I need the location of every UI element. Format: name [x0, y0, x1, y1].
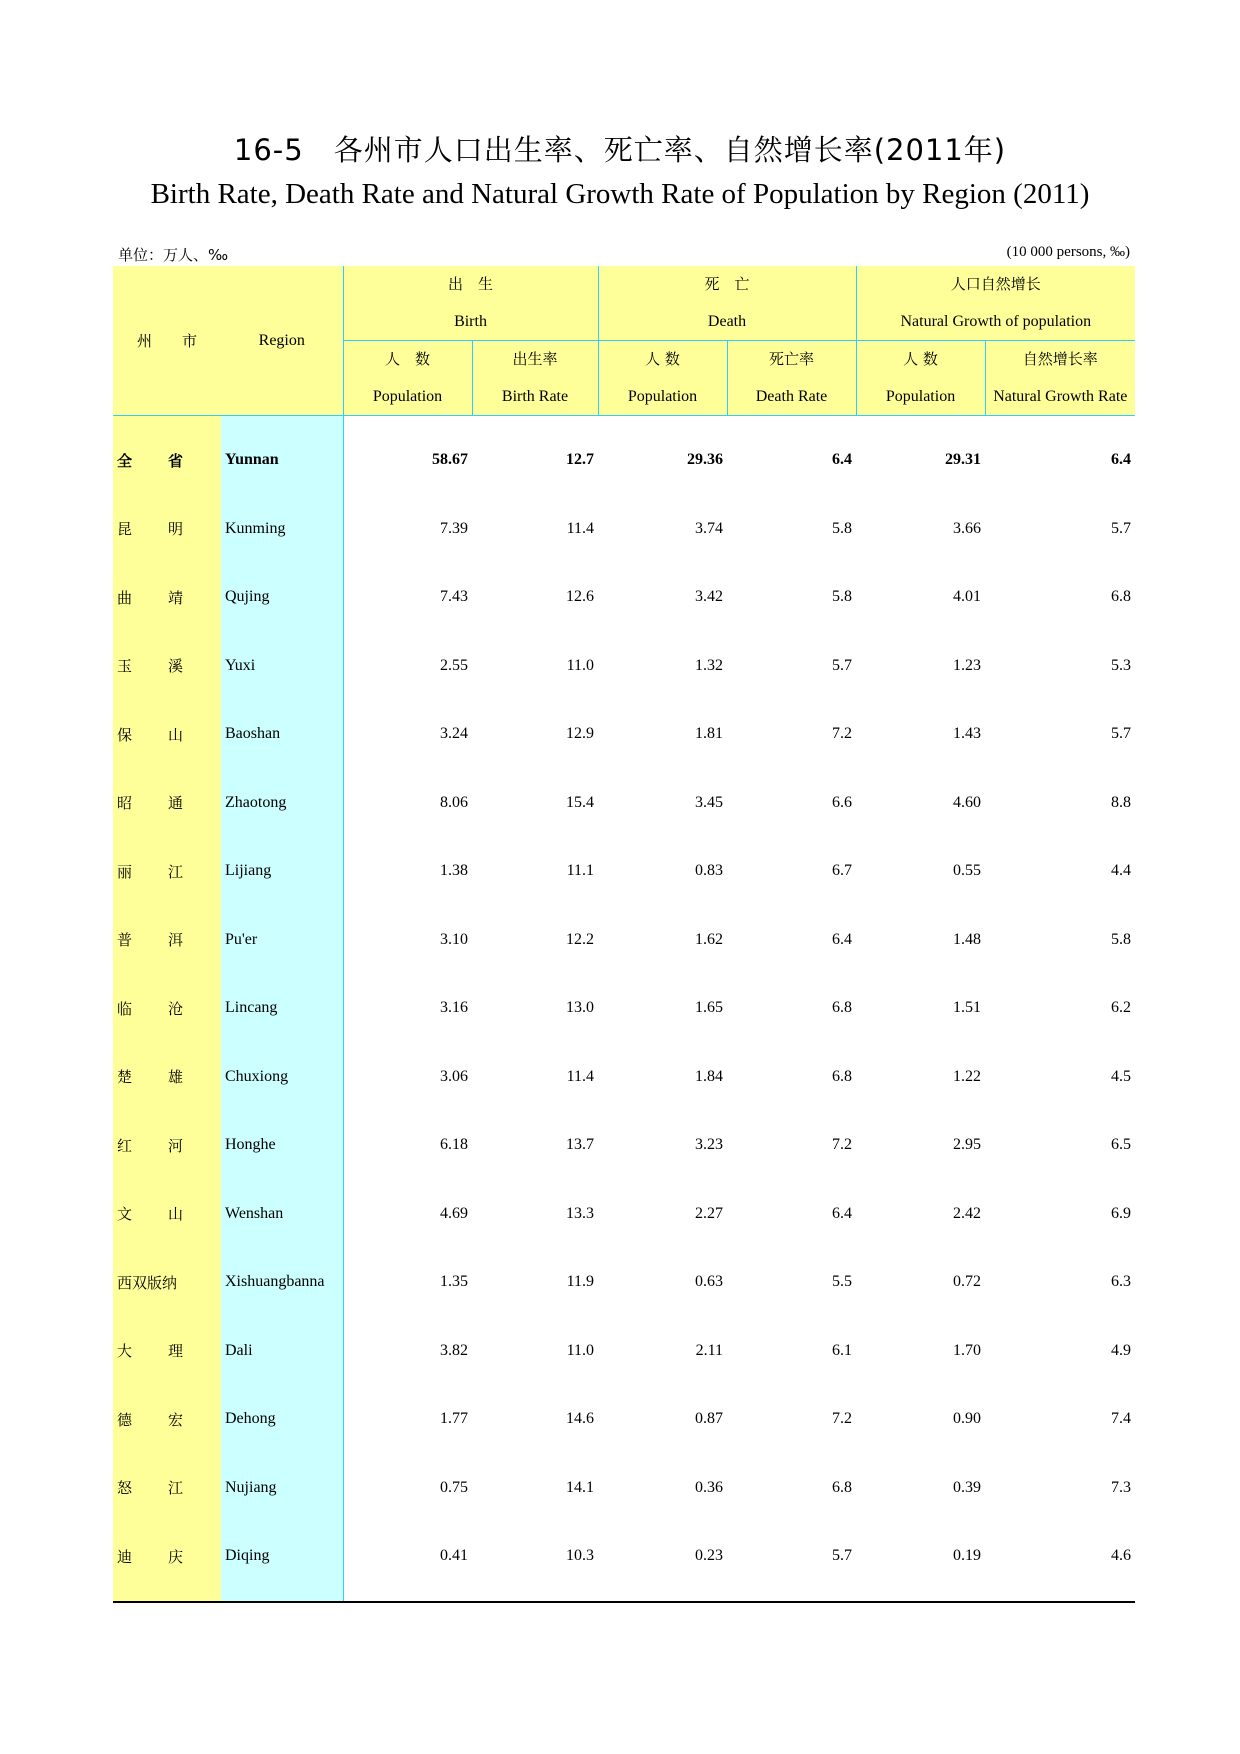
death-population-cell: 2.11: [695, 1341, 724, 1359]
unit-label-en: (10 000 persons, ‰): [1006, 244, 1130, 260]
statistics-table: [113, 266, 1135, 1603]
growth-population-cell: 29.31: [945, 451, 982, 469]
birth-population-cell: 6.18: [343, 1111, 472, 1180]
region-name-cn: [113, 837, 221, 906]
birth-population-cell: 1.35: [343, 1248, 472, 1317]
death-population-cell: 0.63: [695, 1273, 724, 1291]
header-death-rate-en: Death Rate: [755, 388, 828, 405]
region-name-cn: [113, 1522, 221, 1602]
region-name-en: Lijiang: [221, 837, 343, 906]
header-death-population-en: Population: [627, 388, 698, 405]
death-population-cell: 3.42: [695, 588, 724, 606]
birth-rate-cell: 15.4: [566, 793, 595, 811]
region-name-en: Pu'er: [221, 906, 343, 975]
death-population-cell: 3.45: [695, 793, 724, 811]
region-name-cn-part: 全: [117, 451, 133, 470]
region-name-cn-part: 理: [167, 1342, 183, 1361]
birth-rate-cell: 11.9: [566, 1273, 595, 1291]
region-name-en: Lincang: [221, 974, 343, 1043]
birth-rate-cell: 12.7: [566, 451, 595, 469]
table-row: [113, 1111, 1135, 1180]
death-population-cell: 0.87: [695, 1410, 724, 1428]
table-row: [113, 1043, 1135, 1112]
header-birth-population: [343, 341, 472, 416]
region-name-cn: [113, 1111, 221, 1180]
growth-rate-cell: 6.9: [1111, 1204, 1132, 1222]
growth-population-cell: 2.42: [953, 1204, 982, 1222]
region-name-cn-part: 溪: [167, 657, 183, 676]
death-population-cell: 3.74: [695, 519, 724, 537]
header-death-rate-cn: 死亡率: [769, 350, 815, 368]
header-growth-en: Natural Growth of population: [900, 313, 1092, 330]
header-growth-population-cn: 人 数: [903, 350, 938, 368]
region-name-cn-part: 保: [117, 725, 133, 744]
table-row: [113, 906, 1135, 975]
growth-rate-cell: 5.7: [1111, 519, 1132, 537]
region-name-cn: [113, 1248, 221, 1317]
header-birth-cn: 出 生: [448, 275, 494, 293]
death-population-cell: 29.36: [687, 451, 724, 469]
header-growth-population: [856, 341, 985, 416]
region-name-cn-part: 省: [167, 451, 183, 470]
death-rate-cell: 5.7: [832, 656, 853, 674]
region-name-cn-part: 宏: [167, 1410, 183, 1429]
region-name-en: Chuxiong: [221, 1043, 343, 1112]
region-name-cn: [113, 416, 221, 495]
header-birth: [343, 266, 598, 341]
birth-rate-cell: 14.1: [566, 1478, 595, 1496]
growth-rate-cell: 4.9: [1111, 1341, 1132, 1359]
growth-population-cell: 0.39: [953, 1478, 982, 1496]
death-rate-cell: 5.5: [832, 1273, 853, 1291]
region-name-en: Zhaotong: [221, 769, 343, 838]
region-name-cn: [113, 495, 221, 564]
birth-rate-cell: 12.9: [566, 725, 595, 743]
growth-population-cell: 1.70: [953, 1341, 982, 1359]
region-name-en: Diqing: [221, 1522, 343, 1602]
growth-rate-cell: 7.3: [1111, 1478, 1132, 1496]
death-rate-cell: 6.4: [832, 1204, 853, 1222]
region-name-en: Dehong: [221, 1385, 343, 1454]
region-name-cn-part: 怒: [117, 1479, 133, 1498]
region-name-cn-part: 沧: [167, 999, 183, 1018]
region-name-cn: [113, 906, 221, 975]
table-row: [113, 632, 1135, 701]
region-name-cn-part: 明: [167, 520, 183, 539]
birth-population-cell: 3.10: [343, 906, 472, 975]
death-rate-cell: 6.6: [832, 793, 853, 811]
region-name-cn-part: 普: [117, 931, 133, 950]
table-row: [113, 974, 1135, 1043]
region-name-cn-part: 山: [167, 725, 183, 744]
region-name-cn-part: 丽: [117, 862, 133, 881]
table-row: [113, 1522, 1135, 1602]
header-death-population-cn: 人 数: [645, 350, 680, 368]
birth-population-cell: 7.43: [343, 563, 472, 632]
header-growth-population-en: Population: [885, 388, 956, 405]
region-name-cn-part: 曲: [117, 588, 133, 607]
birth-population-cell: 1.38: [343, 837, 472, 906]
growth-population-cell: 0.72: [953, 1273, 982, 1291]
region-name-cn-part: 昭: [117, 794, 133, 813]
growth-rate-cell: 6.5: [1111, 1136, 1132, 1154]
birth-rate-cell: 11.1: [566, 862, 595, 880]
header-growth-cn: 人口自然增长: [950, 275, 1041, 293]
table-row: [113, 1248, 1135, 1317]
birth-rate-cell: 14.6: [566, 1410, 595, 1428]
table-row: [113, 1454, 1135, 1523]
region-name-cn-part: 昆: [117, 520, 133, 539]
death-rate-cell: 6.8: [832, 1478, 853, 1496]
birth-rate-cell: 12.6: [566, 588, 595, 606]
birth-population-cell: 3.06: [343, 1043, 472, 1112]
birth-population-cell: 58.67: [343, 416, 472, 495]
region-name-cn-part: 庆: [167, 1547, 183, 1566]
header-death-population: [598, 341, 727, 416]
region-name-cn-part: 西双版纳: [117, 1273, 178, 1292]
header-birth-rate-en: Birth Rate: [501, 388, 569, 405]
region-name-cn-part: 楚: [117, 1068, 133, 1087]
region-name-cn-part: 江: [167, 862, 183, 881]
region-name-cn: [113, 1317, 221, 1386]
growth-rate-cell: 6.4: [1111, 451, 1132, 469]
region-name-en: Xishuangbanna: [221, 1248, 343, 1317]
death-rate-cell: 6.1: [832, 1341, 853, 1359]
region-name-cn: [113, 700, 221, 769]
growth-population-cell: 0.55: [953, 862, 982, 880]
region-name-cn-part: 文: [117, 1205, 133, 1224]
growth-rate-cell: 5.3: [1111, 656, 1132, 674]
region-name-cn-part: 洱: [167, 931, 183, 950]
header-birth-population-en: Population: [372, 388, 443, 405]
birth-rate-cell: 10.3: [472, 1522, 598, 1602]
growth-rate-cell: 6.3: [1111, 1273, 1132, 1291]
region-name-cn: [113, 563, 221, 632]
death-population-cell: 1.32: [695, 656, 724, 674]
death-population-cell: 0.83: [695, 862, 724, 880]
region-name-cn-part: 迪: [117, 1547, 133, 1566]
region-name-cn: [113, 1043, 221, 1112]
header-region-en: Region: [221, 266, 343, 416]
growth-population-cell: 4.01: [953, 588, 982, 606]
death-rate-cell: 7.2: [832, 725, 853, 743]
birth-population-cell: 3.16: [343, 974, 472, 1043]
region-name-cn-part: 红: [117, 1136, 133, 1155]
birth-rate-cell: 13.0: [566, 999, 595, 1017]
growth-population-cell: 4.60: [953, 793, 982, 811]
growth-population-cell: 1.51: [953, 999, 982, 1017]
death-population-cell: 1.62: [695, 930, 724, 948]
header-birth-population-cn: 人 数: [384, 350, 430, 368]
header-death-rate: [727, 341, 856, 416]
growth-population-cell: 1.22: [953, 1067, 982, 1085]
region-name-cn: [113, 974, 221, 1043]
header-birth-rate: [472, 341, 598, 416]
growth-population-cell: 3.66: [953, 519, 982, 537]
region-name-cn: [113, 632, 221, 701]
table-row: [113, 495, 1135, 564]
birth-rate-cell: 11.4: [566, 1067, 595, 1085]
table-row: [113, 1385, 1135, 1454]
growth-rate-cell: 4.5: [1111, 1067, 1132, 1085]
growth-population-cell: 2.95: [953, 1136, 982, 1154]
death-rate-cell: 6.4: [832, 451, 853, 469]
header-birth-en: Birth: [454, 313, 487, 330]
table-row: [113, 563, 1135, 632]
growth-population-cell: 0.90: [953, 1410, 982, 1428]
birth-rate-cell: 12.2: [566, 930, 595, 948]
death-rate-cell: 6.8: [832, 1067, 853, 1085]
header-death: [598, 266, 856, 341]
header-death-en: Death: [707, 313, 747, 330]
death-population-cell: 0.23: [598, 1522, 727, 1602]
birth-population-cell: 1.77: [343, 1385, 472, 1454]
region-name-en: Qujing: [221, 563, 343, 632]
region-name-cn-part: 江: [167, 1479, 183, 1498]
page-title-en: Birth Rate, Death Rate and Natural Growth Rate of Population by Region (2011): [150, 178, 1090, 210]
death-rate-cell: 5.8: [832, 588, 853, 606]
birth-rate-cell: 11.0: [566, 656, 595, 674]
region-name-en: Honghe: [221, 1111, 343, 1180]
region-name-cn-part: 山: [167, 1205, 183, 1224]
birth-population-cell: 2.55: [343, 632, 472, 701]
birth-population-cell: 0.75: [343, 1454, 472, 1523]
region-name-cn-part: 临: [117, 999, 133, 1018]
region-name-cn-part: 大: [117, 1342, 133, 1361]
region-name-cn-part: 玉: [117, 657, 133, 676]
growth-rate-cell: 8.8: [1111, 793, 1132, 811]
death-rate-cell: 5.8: [832, 519, 853, 537]
growth-rate-cell: 4.4: [1111, 862, 1132, 880]
growth-rate-cell: 5.8: [1111, 930, 1132, 948]
growth-rate-cell: 7.4: [1111, 1410, 1132, 1428]
header-death-cn: 死 亡: [704, 275, 750, 293]
table-row: [113, 769, 1135, 838]
header-birth-rate-cn: 出生率: [512, 350, 558, 368]
death-population-cell: 1.65: [695, 999, 724, 1017]
growth-population-cell: 1.43: [953, 725, 982, 743]
region-name-cn-part: 德: [117, 1410, 133, 1429]
region-name-cn-part: 河: [167, 1136, 183, 1155]
death-rate-cell: 7.2: [832, 1410, 853, 1428]
region-name-en: Yunnan: [221, 416, 343, 495]
death-population-cell: 1.81: [695, 725, 724, 743]
page-title-cn: 16-5 各州市人口出生率、死亡率、自然增长率(2011年): [233, 133, 1007, 167]
birth-rate-cell: 11.4: [566, 519, 595, 537]
header-region-cn: 州 市: [113, 266, 221, 416]
region-name-en: Yuxi: [221, 632, 343, 701]
birth-population-cell: 8.06: [343, 769, 472, 838]
death-population-cell: 2.27: [695, 1204, 724, 1222]
region-name-cn-part: 雄: [167, 1068, 183, 1087]
birth-rate-cell: 13.7: [566, 1136, 595, 1154]
death-rate-cell: 6.7: [832, 862, 853, 880]
death-rate-cell: 7.2: [832, 1136, 853, 1154]
growth-population-cell: 0.19: [856, 1522, 985, 1602]
region-name-en: Nujiang: [221, 1454, 343, 1523]
death-population-cell: 3.23: [695, 1136, 724, 1154]
table-row: [113, 1180, 1135, 1249]
death-population-cell: 1.84: [695, 1067, 724, 1085]
region-name-en: Kunming: [221, 495, 343, 564]
growth-rate-cell: 6.2: [1111, 999, 1132, 1017]
growth-rate-cell: 6.8: [1111, 588, 1132, 606]
table-row-total: [113, 416, 1135, 495]
death-population-cell: 0.36: [695, 1478, 724, 1496]
growth-population-cell: 1.48: [953, 930, 982, 948]
birth-population-cell: 0.41: [343, 1522, 472, 1602]
header-growth-rate-cn: 自然增长率: [1022, 350, 1098, 368]
region-name-en: Dali: [221, 1317, 343, 1386]
region-name-en: Baoshan: [221, 700, 343, 769]
birth-rate-cell: 13.3: [566, 1204, 595, 1222]
region-name-en: Wenshan: [221, 1180, 343, 1249]
table-body: [113, 416, 1135, 1602]
birth-population-cell: 4.69: [343, 1180, 472, 1249]
region-name-cn: [113, 769, 221, 838]
region-name-cn-part: 通: [167, 794, 183, 813]
birth-population-cell: 7.39: [343, 495, 472, 564]
table-row: [113, 837, 1135, 906]
header-growth-rate-en: Natural Growth Rate: [993, 388, 1128, 405]
header-growth-rate: [985, 341, 1135, 416]
growth-rate-cell: 5.7: [1111, 725, 1132, 743]
growth-rate-cell: 4.6: [985, 1522, 1135, 1602]
region-name-cn: [113, 1454, 221, 1523]
region-name-cn-part: 靖: [167, 588, 183, 607]
header-growth: [856, 266, 1135, 341]
death-rate-cell: 6.8: [832, 999, 853, 1017]
unit-label-cn: 单位：万人、‰: [118, 246, 229, 264]
region-name-cn: [113, 1385, 221, 1454]
birth-population-cell: 3.24: [343, 700, 472, 769]
death-rate-cell: 5.7: [727, 1522, 856, 1602]
death-rate-cell: 6.4: [832, 930, 853, 948]
birth-rate-cell: 11.0: [566, 1341, 595, 1359]
table-row: [113, 1317, 1135, 1386]
birth-population-cell: 3.82: [343, 1317, 472, 1386]
table-row: [113, 700, 1135, 769]
growth-population-cell: 1.23: [953, 656, 982, 674]
region-name-cn: [113, 1180, 221, 1249]
